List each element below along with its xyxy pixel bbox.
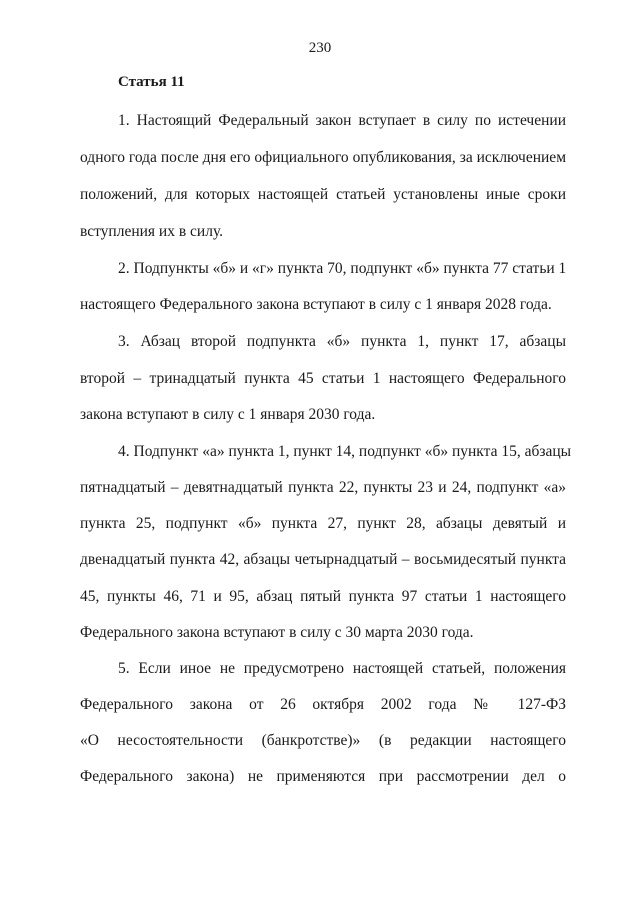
text-line: пункта 25, подпункт «б» пункта 27, пункт 28, абзацы девятый и	[80, 515, 566, 532]
text-line: «О несостоятельности (банкротстве)» (в редакции настоящего	[80, 732, 566, 749]
text-line: настоящего Федерального закона вступают в силу с 1 января 2028 года.	[80, 296, 552, 313]
text-line: 5. Если иное не предусмотрено настоящей статьей, положения	[118, 660, 566, 677]
text-line: Федерального закона вступают в силу с 30 марта 2030 года.	[80, 624, 474, 641]
text-line: пятнадцатый – девятнадцатый пункта 22, пункты 23 и 24, подпункт «а»	[80, 479, 566, 496]
text-line: 2. Подпункты «б» и «г» пункта 70, подпункт «б» пункта 77 статьи 1	[118, 260, 567, 277]
article-title: Статья 11	[118, 74, 185, 90]
text-line: двенадцатый пункта 42, абзацы четырнадцатый – восьмидесятый пункта	[80, 551, 566, 568]
text-line: вступления их в силу.	[80, 223, 224, 240]
text-line: одного года после дня его официального опубликования, за исключением	[80, 149, 566, 166]
text-line: закона вступают в силу с 1 января 2030 года.	[80, 406, 376, 423]
text-line: 45, пункты 46, 71 и 95, абзац пятый пункта 97 статьи 1 настоящего	[80, 588, 566, 605]
text-line: положений, для которых настоящей статьей установлены иные сроки	[80, 186, 566, 203]
text-line: Федерального закона) не применяются при рассмотрении дел о	[80, 768, 566, 785]
text-line: 3. Абзац второй подпункта «б» пункта 1, пункт 17, абзацы	[118, 333, 566, 350]
text-line: второй – тринадцатый пункта 45 статьи 1 настоящего Федерального	[80, 370, 566, 387]
text-line: 1. Настоящий Федеральный закон вступает в силу по истечении	[118, 112, 566, 129]
text-line: Федерального закона от 26 октября 2002 года № 127-ФЗ	[80, 696, 566, 713]
page-number: 230	[308, 40, 332, 56]
text-line: 4. Подпункт «а» пункта 1, пункт 14, подпункт «б» пункта 15, абзацы	[118, 443, 572, 460]
